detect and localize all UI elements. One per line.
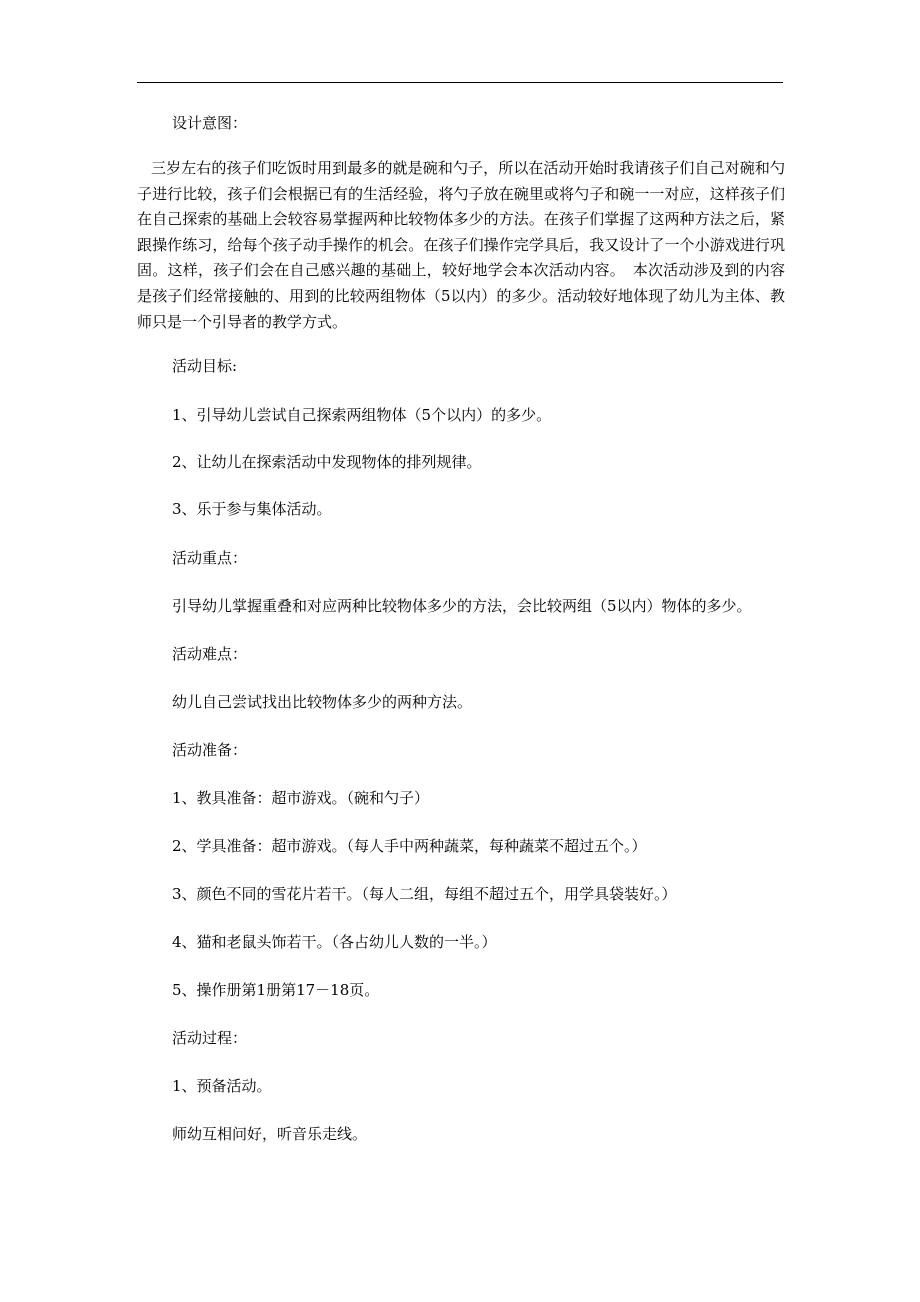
header-rule <box>137 82 783 83</box>
process-item: 1、预备活动。 <box>172 1077 272 1095</box>
preparation-item: 3、颜色不同的雪花片若干。（每人二组，每组不超过五个，用学具袋装好。） <box>172 885 677 903</box>
process-heading: 活动过程： <box>172 1029 248 1047</box>
key-point-text: 引导幼儿掌握重叠和对应两种比较物体多少的方法，会比较两组（5以内）物体的多少。 <box>172 597 752 615</box>
goal-item: 2、让幼儿在探索活动中发现物体的排列规律。 <box>172 453 482 471</box>
preparation-item: 2、学具准备：超市游戏。（每人手中两种蔬菜，每种蔬菜不超过五个。） <box>172 837 647 855</box>
preparation-item: 1、教具准备：超市游戏。（碗和勺子） <box>172 789 430 807</box>
design-intent-heading: 设计意图： <box>172 114 248 132</box>
goals-heading: 活动目标: <box>172 357 238 375</box>
difficulty-heading: 活动难点： <box>172 645 248 663</box>
preparation-item: 5、操作册第1册第17－18页。 <box>172 981 380 999</box>
preparation-heading: 活动准备： <box>172 741 248 759</box>
key-point-heading: 活动重点： <box>172 549 248 567</box>
goal-item: 1、引导幼儿尝试自己探索两组物体（5个以内）的多少。 <box>172 406 552 424</box>
design-intent-body: 三岁左右的孩子们吃饭时用到最多的就是碗和勺子，所以在活动开始时我请孩子们自己对碗和勺子进行比较，孩子们会根据已有的生活经验，将勺子放在碗里或将勺子和碗一一对应，这样孩子们在自己探索的基础上会较容易掌握两种比较物体多少的方法。在孩子们掌握了这两种方法之后，紧跟操作练习，给每个孩子动手操作的机会。在孩子们操作完学具后，我又设计了一个小游戏进行巩固。这样，孩子们会在自己感兴趣的基础上，较好地学会本次活动内容。 本次活动涉及到的内容是孩子们经常接触的、用到的比较两组物体（5以内）的多少。活动较好地体现了幼儿为主体、教师只是一个引导者的教学方式。 <box>137 159 785 331</box>
difficulty-text: 幼儿自己尝试找出比较物体多少的两种方法。 <box>172 693 473 711</box>
preparation-item: 4、猫和老鼠头饰若干。（各占幼儿人数的一半。） <box>172 933 497 951</box>
goal-item: 3、乐于参与集体活动。 <box>172 500 332 518</box>
process-item: 师幼互相问好，听音乐走线。 <box>172 1125 368 1143</box>
